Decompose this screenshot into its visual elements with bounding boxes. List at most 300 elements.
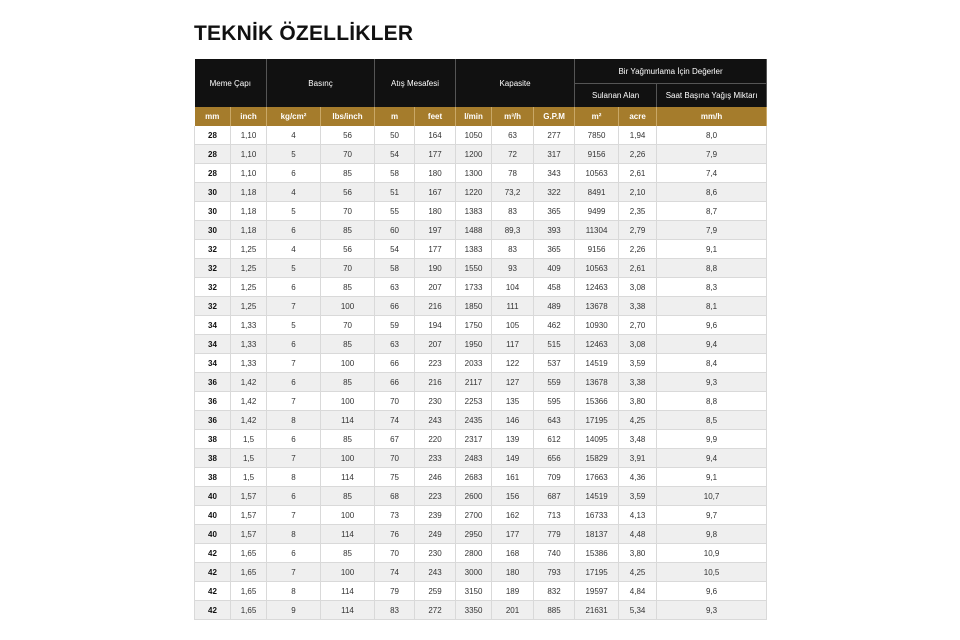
table-cell: 8	[267, 582, 321, 601]
table-cell: 1,57	[231, 506, 267, 525]
table-cell: 1,10	[231, 164, 267, 183]
table-cell: 162	[492, 506, 534, 525]
table-cell: 709	[534, 468, 575, 487]
unit-cell: lbs/inch	[321, 107, 375, 126]
table-cell: 3,08	[619, 335, 657, 354]
table-cell: 38	[195, 468, 231, 487]
table-cell: 2800	[456, 544, 492, 563]
table-row	[195, 297, 767, 316]
table-cell: 7	[267, 449, 321, 468]
table-cell: 9,4	[657, 335, 767, 354]
table-cell: 38	[195, 430, 231, 449]
table-cell: 216	[415, 297, 456, 316]
table-cell: 83	[492, 240, 534, 259]
table-cell: 54	[375, 240, 415, 259]
table-cell: 1,42	[231, 411, 267, 430]
table-cell: 13678	[575, 297, 619, 316]
table-cell: 38	[195, 449, 231, 468]
table-cell: 164	[415, 126, 456, 145]
table-row	[195, 544, 767, 563]
table-cell: 1,94	[619, 126, 657, 145]
table-cell: 74	[375, 411, 415, 430]
table-cell: 36	[195, 373, 231, 392]
table-cell: 70	[375, 544, 415, 563]
table-cell: 114	[321, 601, 375, 620]
table-cell: 223	[415, 487, 456, 506]
table-cell: 458	[534, 278, 575, 297]
table-cell: 687	[534, 487, 575, 506]
table-cell: 9,1	[657, 240, 767, 259]
table-cell: 19597	[575, 582, 619, 601]
table-cell: 5	[267, 145, 321, 164]
table-cell: 1,33	[231, 335, 267, 354]
table-cell: 28	[195, 164, 231, 183]
table-cell: 9156	[575, 145, 619, 164]
table-cell: 1733	[456, 278, 492, 297]
unit-cell: inch	[231, 107, 267, 126]
table-cell: 233	[415, 449, 456, 468]
table-cell: 12463	[575, 335, 619, 354]
table-cell: 1050	[456, 126, 492, 145]
table-row	[195, 563, 767, 582]
table-cell: 7,9	[657, 221, 767, 240]
table-cell: 885	[534, 601, 575, 620]
table-cell: 2033	[456, 354, 492, 373]
table-cell: 1850	[456, 297, 492, 316]
table-cell: 63	[375, 278, 415, 297]
table-row	[195, 430, 767, 449]
table-cell: 2117	[456, 373, 492, 392]
table-cell: 246	[415, 468, 456, 487]
table-cell: 17663	[575, 468, 619, 487]
table-cell: 139	[492, 430, 534, 449]
table-cell: 8	[267, 525, 321, 544]
table-cell: 207	[415, 335, 456, 354]
table-cell: 2683	[456, 468, 492, 487]
table-cell: 537	[534, 354, 575, 373]
header-meme-capi: Meme Çapı	[195, 59, 267, 107]
table-row	[195, 506, 767, 525]
table-row	[195, 392, 767, 411]
header-kapasite: Kapasite	[456, 59, 575, 107]
table-cell: 1,5	[231, 430, 267, 449]
table-cell: 85	[321, 335, 375, 354]
table-cell: 197	[415, 221, 456, 240]
table-cell: 16733	[575, 506, 619, 525]
table-cell: 6	[267, 278, 321, 297]
unit-cell: l/min	[456, 107, 492, 126]
table-cell: 9,7	[657, 506, 767, 525]
table-cell: 51	[375, 183, 415, 202]
table-cell: 9,3	[657, 601, 767, 620]
table-cell: 779	[534, 525, 575, 544]
table-cell: 149	[492, 449, 534, 468]
table-cell: 3,38	[619, 373, 657, 392]
table-cell: 114	[321, 411, 375, 430]
table-cell: 66	[375, 297, 415, 316]
table-cell: 42	[195, 601, 231, 620]
table-cell: 111	[492, 297, 534, 316]
table-cell: 85	[321, 278, 375, 297]
table-cell: 59	[375, 316, 415, 335]
table-cell: 10930	[575, 316, 619, 335]
table-cell: 2253	[456, 392, 492, 411]
table-cell: 85	[321, 487, 375, 506]
table-cell: 1,57	[231, 487, 267, 506]
table-cell: 15366	[575, 392, 619, 411]
table-cell: 1550	[456, 259, 492, 278]
table-cell: 189	[492, 582, 534, 601]
table-row	[195, 373, 767, 392]
table-cell: 32	[195, 259, 231, 278]
table-row	[195, 487, 767, 506]
table-cell: 4	[267, 126, 321, 145]
table-cell: 230	[415, 392, 456, 411]
table-cell: 67	[375, 430, 415, 449]
table-cell: 1,10	[231, 145, 267, 164]
table-cell: 8,7	[657, 202, 767, 221]
table-cell: 85	[321, 221, 375, 240]
table-row	[195, 145, 767, 164]
table-cell: 114	[321, 525, 375, 544]
unit-cell: mm/h	[657, 107, 767, 126]
table-cell: 3,59	[619, 487, 657, 506]
table-cell: 201	[492, 601, 534, 620]
header-yagmurlama: Bir Yağmurlama İçin Değerler	[575, 59, 767, 84]
table-cell: 180	[415, 164, 456, 183]
header-atis-mesafesi: Atış Mesafesi	[375, 59, 456, 107]
table-cell: 1,25	[231, 240, 267, 259]
table-cell: 230	[415, 544, 456, 563]
table-cell: 3000	[456, 563, 492, 582]
table-cell: 713	[534, 506, 575, 525]
table-cell: 8	[267, 468, 321, 487]
unit-cell: mm	[195, 107, 231, 126]
table-cell: 8,4	[657, 354, 767, 373]
table-cell: 40	[195, 506, 231, 525]
table-cell: 11304	[575, 221, 619, 240]
table-cell: 63	[375, 335, 415, 354]
table-cell: 9,1	[657, 468, 767, 487]
table-cell: 58	[375, 259, 415, 278]
table-cell: 7	[267, 392, 321, 411]
table-header	[195, 59, 767, 126]
table-cell: 168	[492, 544, 534, 563]
unit-cell: feet	[415, 107, 456, 126]
spec-table	[194, 59, 767, 620]
table-cell: 13678	[575, 373, 619, 392]
table-cell: 515	[534, 335, 575, 354]
table-cell: 85	[321, 373, 375, 392]
table-cell: 5	[267, 259, 321, 278]
unit-cell: acre	[619, 107, 657, 126]
table-cell: 2317	[456, 430, 492, 449]
table-cell: 100	[321, 354, 375, 373]
table-cell: 135	[492, 392, 534, 411]
table-cell: 6	[267, 430, 321, 449]
table-cell: 2435	[456, 411, 492, 430]
table-cell: 75	[375, 468, 415, 487]
table-cell: 15386	[575, 544, 619, 563]
table-cell: 78	[492, 164, 534, 183]
table-cell: 8,3	[657, 278, 767, 297]
table-cell: 70	[321, 316, 375, 335]
table-row	[195, 525, 767, 544]
table-cell: 259	[415, 582, 456, 601]
table-body	[195, 126, 767, 620]
table-cell: 10563	[575, 164, 619, 183]
table-cell: 3,59	[619, 354, 657, 373]
table-cell: 559	[534, 373, 575, 392]
table-cell: 100	[321, 506, 375, 525]
table-cell: 70	[321, 145, 375, 164]
table-cell: 9,9	[657, 430, 767, 449]
table-cell: 1750	[456, 316, 492, 335]
table-cell: 100	[321, 297, 375, 316]
table-cell: 223	[415, 354, 456, 373]
table-cell: 249	[415, 525, 456, 544]
table-cell: 70	[321, 259, 375, 278]
table-cell: 42	[195, 544, 231, 563]
table-cell: 643	[534, 411, 575, 430]
table-row	[195, 221, 767, 240]
table-cell: 1,65	[231, 544, 267, 563]
table-cell: 161	[492, 468, 534, 487]
table-cell: 7,9	[657, 145, 767, 164]
header-yagis-miktari: Saat Başına Yağış Miktarı	[657, 84, 767, 108]
table-cell: 40	[195, 487, 231, 506]
table-cell: 6	[267, 164, 321, 183]
table-cell: 8	[267, 411, 321, 430]
table-row	[195, 468, 767, 487]
table-cell: 1,18	[231, 183, 267, 202]
table-cell: 34	[195, 354, 231, 373]
table-cell: 68	[375, 487, 415, 506]
table-cell: 322	[534, 183, 575, 202]
table-cell: 79	[375, 582, 415, 601]
table-cell: 14519	[575, 487, 619, 506]
table-cell: 1220	[456, 183, 492, 202]
table-cell: 1200	[456, 145, 492, 164]
table-cell: 83	[492, 202, 534, 221]
table-cell: 595	[534, 392, 575, 411]
table-row	[195, 411, 767, 430]
table-cell: 177	[415, 240, 456, 259]
table-cell: 17195	[575, 563, 619, 582]
table-cell: 72	[492, 145, 534, 164]
table-cell: 83	[375, 601, 415, 620]
table-cell: 8,6	[657, 183, 767, 202]
table-row	[195, 601, 767, 620]
table-cell: 30	[195, 221, 231, 240]
table-cell: 32	[195, 278, 231, 297]
table-cell: 34	[195, 335, 231, 354]
table-cell: 190	[415, 259, 456, 278]
table-cell: 85	[321, 164, 375, 183]
header-basinc: Basınç	[267, 59, 375, 107]
table-cell: 7	[267, 563, 321, 582]
table-cell: 40	[195, 525, 231, 544]
table-cell: 9499	[575, 202, 619, 221]
table-cell: 70	[375, 392, 415, 411]
table-cell: 365	[534, 240, 575, 259]
table-row	[195, 240, 767, 259]
table-cell: 8,8	[657, 392, 767, 411]
table-cell: 55	[375, 202, 415, 221]
table-row	[195, 278, 767, 297]
table-cell: 9,3	[657, 373, 767, 392]
table-cell: 343	[534, 164, 575, 183]
table-cell: 180	[415, 202, 456, 221]
table-cell: 9	[267, 601, 321, 620]
table-cell: 63	[492, 126, 534, 145]
table-cell: 8,5	[657, 411, 767, 430]
table-cell: 85	[321, 430, 375, 449]
table-cell: 42	[195, 563, 231, 582]
table-cell: 180	[492, 563, 534, 582]
table-cell: 207	[415, 278, 456, 297]
table-cell: 7	[267, 354, 321, 373]
table-cell: 18137	[575, 525, 619, 544]
table-cell: 117	[492, 335, 534, 354]
table-row	[195, 183, 767, 202]
table-cell: 9,4	[657, 449, 767, 468]
table-cell: 9,6	[657, 582, 767, 601]
table-cell: 56	[321, 126, 375, 145]
table-cell: 114	[321, 582, 375, 601]
table-cell: 9,8	[657, 525, 767, 544]
table-cell: 3350	[456, 601, 492, 620]
table-cell: 36	[195, 411, 231, 430]
table-cell: 14095	[575, 430, 619, 449]
table-row	[195, 449, 767, 468]
table-cell: 1,65	[231, 582, 267, 601]
table-cell: 2,35	[619, 202, 657, 221]
table-cell: 10563	[575, 259, 619, 278]
table-cell: 4	[267, 183, 321, 202]
table-cell: 4,48	[619, 525, 657, 544]
table-cell: 42	[195, 582, 231, 601]
table-cell: 1,18	[231, 221, 267, 240]
table-cell: 3,38	[619, 297, 657, 316]
table-cell: 2,26	[619, 240, 657, 259]
table-cell: 393	[534, 221, 575, 240]
table-cell: 32	[195, 297, 231, 316]
page-title: TEKNİK ÖZELLİKLER	[194, 22, 414, 45]
table-cell: 34	[195, 316, 231, 335]
table-cell: 73,2	[492, 183, 534, 202]
table-cell: 74	[375, 563, 415, 582]
table-cell: 1,25	[231, 278, 267, 297]
table-cell: 104	[492, 278, 534, 297]
table-cell: 832	[534, 582, 575, 601]
table-cell: 56	[321, 240, 375, 259]
table-cell: 28	[195, 126, 231, 145]
table-cell: 7,4	[657, 164, 767, 183]
table-cell: 6	[267, 335, 321, 354]
table-cell: 612	[534, 430, 575, 449]
table-cell: 8491	[575, 183, 619, 202]
table-cell: 1,65	[231, 563, 267, 582]
table-cell: 2,79	[619, 221, 657, 240]
table-cell: 127	[492, 373, 534, 392]
table-cell: 1,18	[231, 202, 267, 221]
table-cell: 2483	[456, 449, 492, 468]
table-cell: 220	[415, 430, 456, 449]
table-cell: 54	[375, 145, 415, 164]
table-cell: 489	[534, 297, 575, 316]
table-cell: 3,48	[619, 430, 657, 449]
table-cell: 1,33	[231, 354, 267, 373]
table-cell: 1383	[456, 240, 492, 259]
table-cell: 365	[534, 202, 575, 221]
table-cell: 194	[415, 316, 456, 335]
table-cell: 5,34	[619, 601, 657, 620]
table-cell: 1,57	[231, 525, 267, 544]
table-cell: 100	[321, 449, 375, 468]
table-cell: 32	[195, 240, 231, 259]
table-cell: 2700	[456, 506, 492, 525]
table-cell: 243	[415, 411, 456, 430]
table-row	[195, 354, 767, 373]
table-cell: 6	[267, 544, 321, 563]
table-cell: 10,5	[657, 563, 767, 582]
table-cell: 70	[375, 449, 415, 468]
table-cell: 105	[492, 316, 534, 335]
table-cell: 5	[267, 202, 321, 221]
table-cell: 60	[375, 221, 415, 240]
table-row	[195, 164, 767, 183]
table-cell: 8,0	[657, 126, 767, 145]
table-cell: 4,13	[619, 506, 657, 525]
table-cell: 4,25	[619, 411, 657, 430]
unit-cell: m³/h	[492, 107, 534, 126]
table-cell: 36	[195, 392, 231, 411]
table-cell: 1,10	[231, 126, 267, 145]
table-cell: 1488	[456, 221, 492, 240]
table-cell: 1,25	[231, 259, 267, 278]
unit-cell: m²	[575, 107, 619, 126]
table-cell: 6	[267, 373, 321, 392]
table-cell: 66	[375, 354, 415, 373]
table-cell: 8,1	[657, 297, 767, 316]
table-cell: 2,61	[619, 164, 657, 183]
table-cell: 1,5	[231, 449, 267, 468]
table-cell: 1950	[456, 335, 492, 354]
table-cell: 1,42	[231, 373, 267, 392]
table-cell: 100	[321, 563, 375, 582]
table-cell: 4,84	[619, 582, 657, 601]
table-cell: 793	[534, 563, 575, 582]
table-cell: 409	[534, 259, 575, 278]
table-cell: 167	[415, 183, 456, 202]
table-cell: 156	[492, 487, 534, 506]
table-cell: 1383	[456, 202, 492, 221]
table-cell: 146	[492, 411, 534, 430]
table-cell: 15829	[575, 449, 619, 468]
unit-cell: G.P.M	[534, 107, 575, 126]
table-cell: 1,33	[231, 316, 267, 335]
table-cell: 216	[415, 373, 456, 392]
table-cell: 272	[415, 601, 456, 620]
table-cell: 9156	[575, 240, 619, 259]
table-cell: 1,5	[231, 468, 267, 487]
table-cell: 2,10	[619, 183, 657, 202]
table-cell: 2,26	[619, 145, 657, 164]
table-cell: 6	[267, 487, 321, 506]
table-cell: 4,25	[619, 563, 657, 582]
table-cell: 2950	[456, 525, 492, 544]
